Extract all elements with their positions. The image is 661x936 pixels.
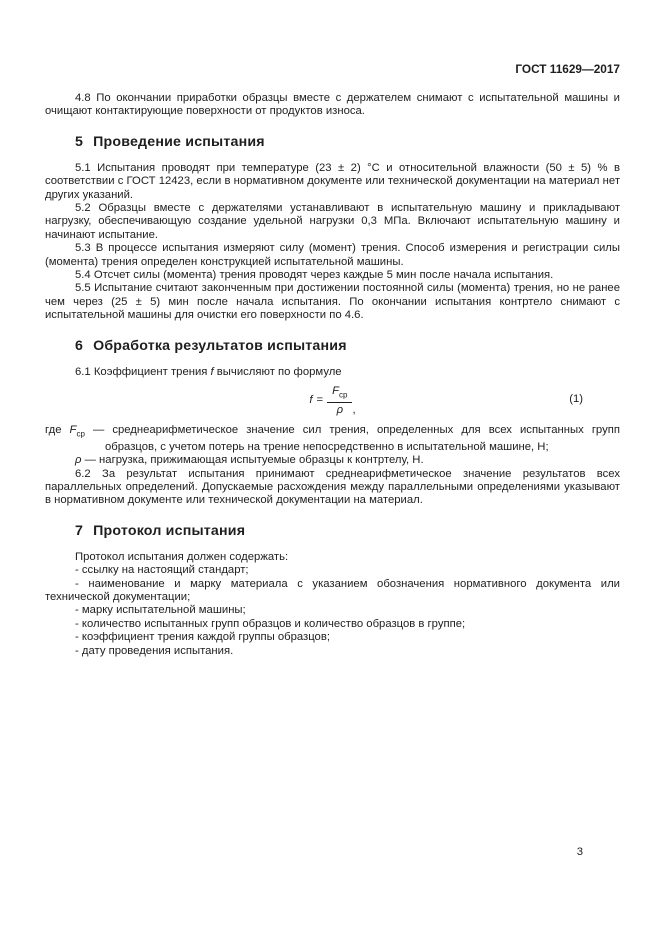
section-5-number: 5 bbox=[75, 133, 84, 150]
fraction-numerator: $F_{ср}$ bbox=[327, 385, 352, 404]
section-7-number: 7 bbox=[75, 522, 84, 539]
protocol-item-1: - ссылку на настоящий стандарт; bbox=[75, 564, 249, 577]
clause-5-4: 5.4 Отсчет силы (момента) трения проводят через каждые 5 мин после начала испытания. bbox=[75, 269, 554, 282]
formula-comma: , bbox=[352, 404, 356, 417]
formula-number: (1) bbox=[569, 393, 583, 406]
formula-lhs: f bbox=[309, 394, 313, 407]
protocol-item-4: - количество испытанных групп образцов и количество образцов в группе; bbox=[75, 617, 466, 630]
clause-6-1: 6.1 Коэффициент трения f вычисляют по формуле bbox=[75, 365, 342, 378]
protocol-item-6: - дату проведения испытания. bbox=[75, 644, 234, 657]
section-5-heading bbox=[75, 134, 620, 150]
formula-where-f-definition: где $F_{ср}$ — среднеарифметическое значение сил трения, определенных для всех испытанных групп образцов, с учетом потерь на трение непосредственно в испытательной машине, Н; bbox=[45, 424, 620, 453]
protocol-item-5: - коэффициент трения каждой группы образцов; bbox=[75, 631, 330, 644]
variable-rho: ρ bbox=[75, 454, 82, 467]
section-7-title: Протокол испытания bbox=[93, 522, 246, 539]
fraction-denominator: ρ bbox=[336, 404, 344, 417]
clause-5-1: 5.1 Испытания проводят при температуре (23 ± 2) °С и относительной влажности (50 ± 5) % в соответствии с ГОСТ 12423, если в нормативном документе или технической документации на материал нет других указаний. bbox=[45, 161, 620, 201]
clause-7-intro: Протокол испытания должен содержать: bbox=[75, 550, 289, 563]
formula-1 bbox=[45, 384, 620, 418]
clause-4-8: 4.8 По окончании приработки образцы вместе с держателем снимают с испытательной машины и очищают контактирующие поверхности от продуктов износа. bbox=[45, 92, 620, 118]
protocol-item-3: - марку испытательной машины; bbox=[75, 604, 246, 617]
section-6-heading bbox=[75, 338, 620, 354]
section-6-title: Обработка результатов испытания bbox=[93, 337, 347, 354]
formula-where-p-definition: ρ — нагрузка, прижимающая испытуемые образцы к контртелу, Н. bbox=[75, 454, 424, 467]
protocol-item-2: - наименование и марку материала с указанием обозначения нормативного документа или технической документации; bbox=[45, 577, 620, 603]
variable-F: F bbox=[69, 424, 77, 437]
protocol-items-list bbox=[45, 564, 620, 658]
clause-6-2: 6.2 За результат испытания принимают среднеарифметическое значение результатов всех параллельных определений. Допускаемые расхождения между параллельными определениями указывают в нормативном документе или технической документации на материал. bbox=[45, 467, 620, 507]
equals-sign: = bbox=[316, 394, 324, 407]
section-6-number: 6 bbox=[75, 337, 84, 354]
page-number: 3 bbox=[576, 846, 583, 858]
section-7-heading bbox=[75, 523, 620, 539]
formula-expression bbox=[309, 385, 355, 418]
clause-5-5: 5.5 Испытание считают законченным при достижении постоянной силы (момента) трения, но не ранее чем через (25 ± 5) мин после начала испытания. По окончании испытания контртело снимают с испытательной машины для очистки его поверхности по 4.6. bbox=[45, 282, 620, 322]
variable-f: f bbox=[210, 365, 214, 378]
document-code-header: ГОСТ 11629—2017 bbox=[515, 62, 620, 76]
fraction bbox=[327, 385, 352, 418]
clause-5-3: 5.3 В процессе испытания измеряют силу (момент) трения. Способ измерения и регистрации силы (момента) трения определен конструкцией испытательной машины. bbox=[45, 242, 620, 268]
section-5-title: Проведение испытания bbox=[93, 133, 265, 150]
clause-5-2: 5.2 Образцы вместе с держателями устанавливают в испытательную машину и прикладывают нагрузку, обеспечивающую создание удельной нагрузки 0,3 МПа. Включают испытательную машину и начинают испытание. bbox=[45, 202, 620, 241]
